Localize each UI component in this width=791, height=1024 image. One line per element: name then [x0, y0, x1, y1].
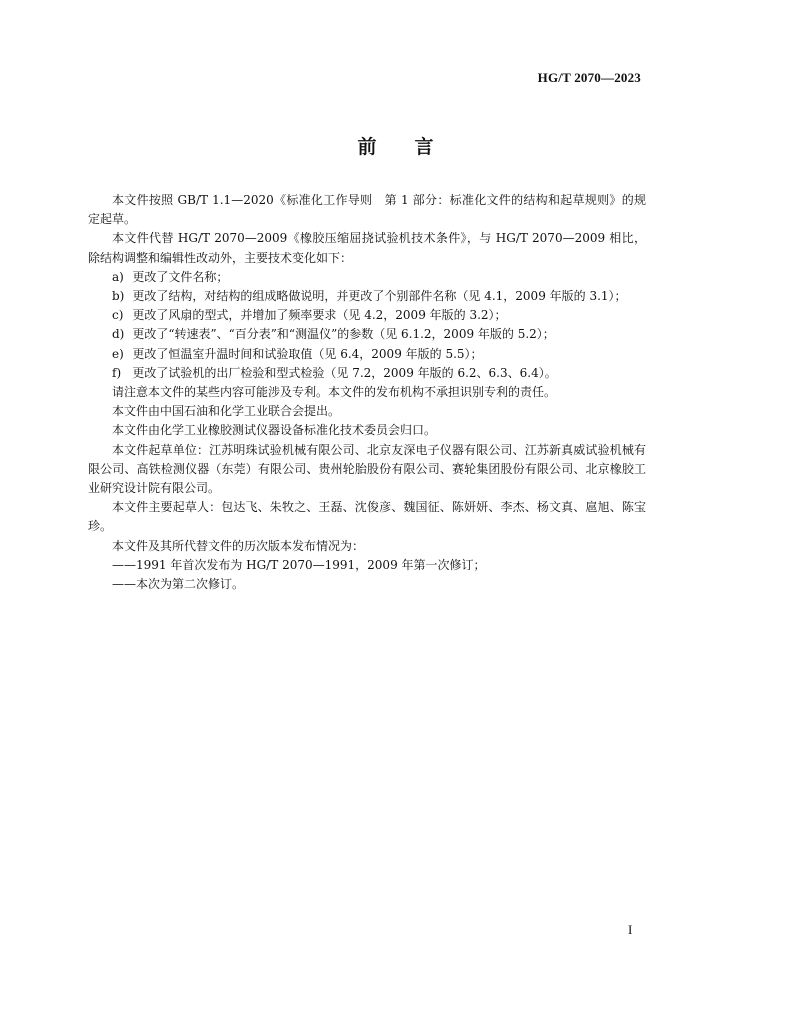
changes-list	[88, 268, 646, 383]
list-item	[88, 287, 646, 306]
list-item-text: 更改了“转速表”、“百分表”和“测温仪”的参数（见 6.1.2，2009 年版的 5.2）；	[132, 327, 555, 342]
list-item	[88, 364, 646, 383]
paragraph-drafting-units: 本文件起草单位：江苏明珠试验机械有限公司、北京友深电子仪器有限公司、江苏新真威试验机械有限公司、高铁检测仪器（东莞）有限公司、贵州轮胎股份有限公司、赛轮集团股份有限公司、北京橡胶工业研究设计院有限公司。	[88, 442, 646, 496]
paragraph-history-intro: 本文件及其所代替文件的历次版本发布情况为：	[112, 538, 365, 553]
paragraph-history-first: ——1991 年首次发布为 HG/T 2070—1991，2009 年第一次修订；	[112, 557, 486, 572]
list-item-text: 更改了试验机的出厂检验和型式检验（见 7.2，2009 年版的 6.2、6.3、6.4）。	[132, 365, 557, 380]
list-item	[88, 325, 646, 344]
list-item-text: 更改了结构，对结构的组成略做说明，并更改了个别部件名称（见 4.1，2009 年版的 3.1）；	[132, 289, 627, 304]
paragraph-replacement: 本文件代替 HG/T 2070—2009《橡胶压缩屈挠试验机技术条件》，与 HG/T 2070—2009 相比，除结构调整和编辑性改动外，主要技术变化如下：	[88, 231, 646, 265]
list-item-marker: c)	[112, 308, 124, 323]
list-item-text: 更改了文件名称；	[132, 269, 229, 284]
list-item-marker: b)	[112, 289, 125, 304]
list-item-marker: a)	[112, 269, 124, 284]
list-item	[88, 345, 646, 364]
paragraph-drafting-rules: 本文件按照 GB/T 1.1—2020《标准化工作导则 第 1 部分：标准化文件的结构和起草规则》的规定起草。	[88, 193, 646, 227]
list-item	[88, 306, 646, 325]
paragraph-drafters: 本文件主要起草人：包达飞、朱牧之、王磊、沈俊彦、魏国征、陈妍妍、李杰、杨文真、扈旭、陈宝珍。	[88, 500, 646, 534]
list-item-marker: e)	[112, 346, 124, 361]
list-item-marker: f)	[112, 365, 122, 380]
document-code: HG/T 2070—2023	[537, 70, 641, 85]
list-item-text: 更改了恒温室升温时间和试验取值（见 6.4，2009 年版的 5.5）；	[132, 346, 483, 361]
paragraph-history-second: ——本次为第二次修订。	[112, 577, 245, 592]
foreword-body	[88, 191, 646, 594]
paragraph-proposer: 本文件由中国石油和化学工业联合会提出。	[112, 404, 341, 419]
page-title: 前言	[357, 136, 472, 158]
page-number: I	[628, 922, 633, 937]
list-item-marker: d)	[112, 327, 125, 342]
list-item	[88, 268, 646, 287]
paragraph-patent-notice: 请注意本文件的某些内容可能涉及专利。本文件的发布机构不承担识别专利的责任。	[112, 385, 557, 400]
paragraph-committee: 本文件由化学工业橡胶测试仪器设备标准化技术委员会归口。	[112, 423, 437, 438]
list-item-text: 更改了风扇的型式，并增加了频率要求（见 4.2，2009 年版的 3.2）；	[132, 308, 507, 323]
